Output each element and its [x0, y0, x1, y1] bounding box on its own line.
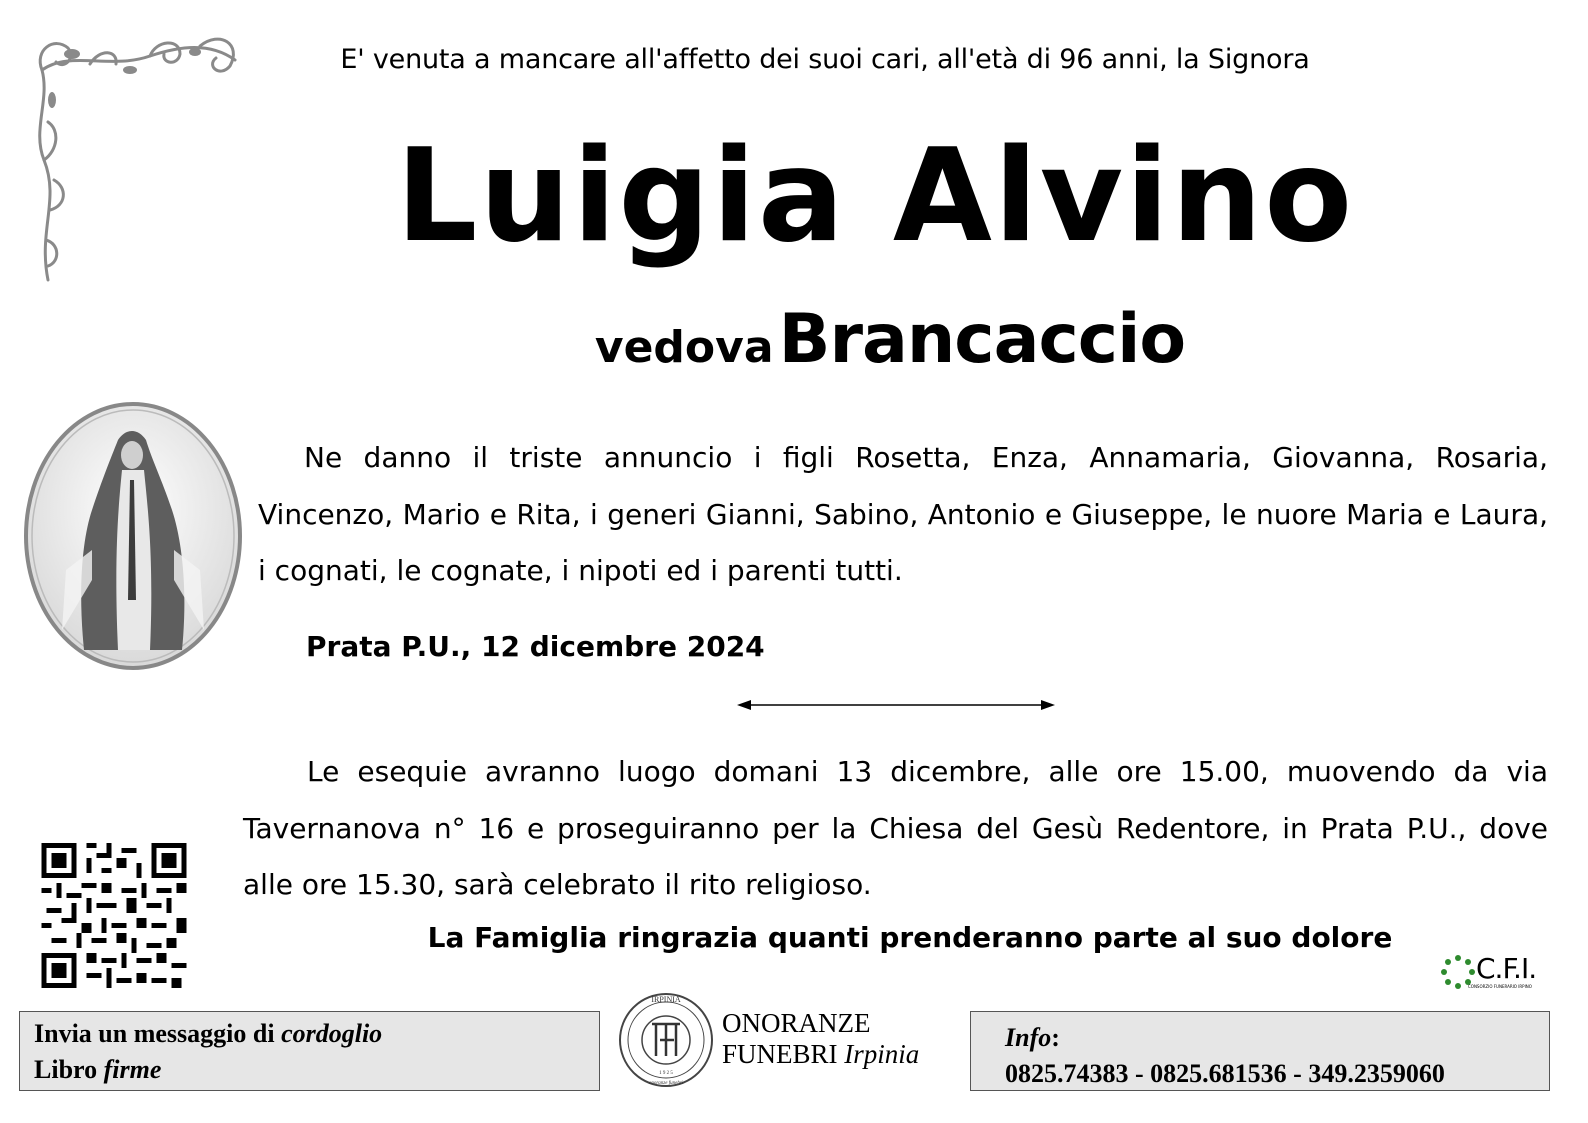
funeral-home-line1: ONORANZE — [722, 1008, 871, 1038]
madonna-portrait-icon — [22, 400, 244, 672]
info-phones[interactable]: 0825.74383 - 0825.681536 - 349.2359060 — [1005, 1059, 1445, 1088]
place-date: Prata P.U., 12 dicembre 2024 — [306, 630, 765, 663]
cfi-logo — [1440, 950, 1550, 996]
condolence-box[interactable] — [19, 1011, 600, 1091]
condolence-italic: cordoglio — [281, 1019, 383, 1048]
intro-text: E' venuta a mancare all'affetto dei suoi cari, all'età di 96 anni, la Signora — [340, 44, 1310, 75]
widow-surname: Brancaccio — [778, 300, 1186, 379]
thanks-text: La Famiglia ringrazia quanti prenderanno parte al suo dolore — [427, 921, 1393, 954]
info-box — [970, 1011, 1550, 1091]
funeral-home-line2 — [722, 1039, 919, 1070]
funeral-details-text: Le esequie avranno luogo domani 13 dicembre, alle ore 15.00, muovendo da via Tavernanova n° 16 e proseguiranno per la Chiesa del Gesù Redentore, in Prata P.U., dove alle ore 15.30, sarà celebrato il rito religioso. — [243, 755, 1548, 901]
info-label-text: Info — [1005, 1023, 1052, 1052]
condolence-message-link[interactable] — [34, 1016, 585, 1052]
seal-bottom-text: onoranze funebri — [648, 1081, 684, 1086]
funeral-home-name — [722, 1008, 919, 1070]
funeral-home-seal-icon — [616, 990, 716, 1090]
floral-corner-ornament-icon — [30, 30, 245, 285]
guestbook-italic: firme — [103, 1055, 162, 1084]
condolence-prefix: Invia un messaggio di — [34, 1019, 282, 1048]
announcement-text: Ne danno il triste annuncio i figli Rosetta, Enza, Annamaria, Giovanna, Rosaria, Vincenzo, Mario e Rita, i generi Gianni, Sabino, Antonio e Giuseppe, le nuore Maria e Laura, i cognati, le cognate, i nipoti ed i parenti tutti. — [258, 441, 1548, 587]
guestbook-prefix: Libro — [34, 1055, 104, 1084]
double-arrow-divider-icon — [735, 696, 1057, 714]
qr-code-icon[interactable] — [40, 843, 188, 988]
deceased-name: Luigia Alvino — [395, 122, 1355, 271]
cfi-logo-text: C.F.I. — [1476, 952, 1537, 985]
widow-word: vedova — [594, 322, 774, 373]
seal-top-text: IRPINIA — [651, 995, 681, 1004]
seal-year-text: 1 9 2 5 — [659, 1071, 673, 1076]
info-label — [1005, 1020, 1515, 1056]
cfi-logo-subtext: CONSORZIO FUNERARIO IRPINO — [1468, 984, 1532, 989]
info-colon: : — [1051, 1023, 1060, 1052]
guestbook-link[interactable] — [34, 1052, 585, 1088]
funeral-home-line2-prefix: FUNEBRI — [722, 1039, 845, 1069]
widow-line — [560, 300, 1220, 379]
funeral-home-line2-italic: Irpinia — [844, 1039, 920, 1069]
